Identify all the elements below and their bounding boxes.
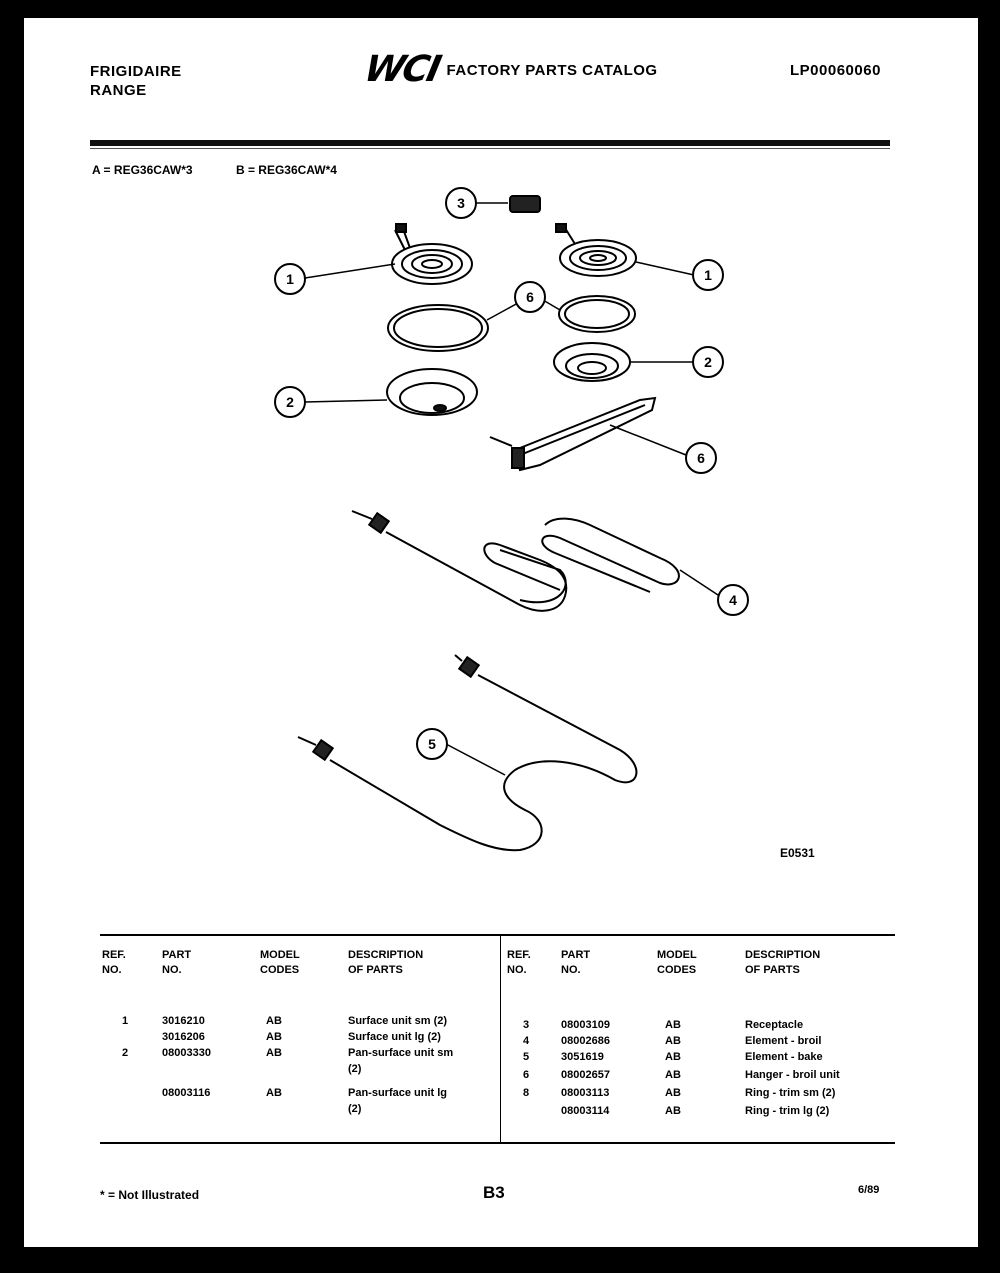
callout-6-ring: [515, 282, 545, 312]
cell-part: 08003109: [561, 1019, 610, 1031]
cell-part: 08002657: [561, 1069, 610, 1081]
drip-pan-large: [305, 369, 477, 415]
broil-element: [352, 511, 718, 611]
cell-part: 3016206: [162, 1031, 205, 1043]
cell-desc: Pan-surface unit lg: [348, 1087, 448, 1099]
callout-2-left: [275, 387, 305, 417]
catalog-title: FACTORY PARTS CATALOG: [446, 61, 658, 79]
cell-model: AB: [665, 1019, 681, 1031]
callout-1-left: [275, 264, 305, 294]
model-a: A = REG36CAW*3: [92, 163, 193, 177]
svg-text:4: 4: [729, 592, 737, 608]
parts-table-left: [100, 936, 495, 1142]
cell-model: AB: [665, 1035, 681, 1047]
callout-4: [718, 585, 748, 615]
cell-ref: 1: [122, 1015, 129, 1027]
svg-text:1: 1: [286, 271, 294, 287]
callout-1-right: [693, 260, 723, 290]
cell-model: AB: [665, 1105, 681, 1117]
cell-part: 08002686: [561, 1035, 610, 1047]
cell-desc: Ring - trim sm (2): [745, 1087, 836, 1099]
cell-part: 3051619: [561, 1051, 604, 1063]
product-name: RANGE: [90, 82, 147, 99]
header-part: PART NO.: [162, 949, 192, 976]
receptacle-part: [476, 196, 540, 212]
surface-unit-large: [305, 224, 472, 284]
broil-hanger: [490, 398, 686, 470]
callout-2-right: [693, 347, 723, 377]
not-illustrated-note: * = Not Illustrated: [100, 1188, 200, 1202]
cell-desc: Ring - trim lg (2): [745, 1105, 830, 1117]
parts-table-right: [505, 936, 900, 1142]
cell-model: AB: [665, 1051, 681, 1063]
cell-ref: 2: [122, 1047, 129, 1059]
callout-3: [446, 188, 476, 218]
header-ref: REF. NO.: [507, 949, 531, 976]
header-part: PART NO.: [561, 949, 591, 976]
brand-name: FRIGIDAIRE: [90, 63, 182, 80]
cell-part: 08003114: [561, 1105, 610, 1117]
cell-part: 3016210: [162, 1015, 205, 1027]
model-b: B = REG36CAW*4: [235, 163, 337, 177]
cell-model: AB: [665, 1069, 681, 1081]
cell-desc: Pan-surface unit sm: [348, 1047, 454, 1059]
cell-desc: Surface unit sm (2): [348, 1015, 448, 1027]
cell-part: 08003113: [561, 1087, 610, 1099]
svg-text:6: 6: [526, 289, 534, 305]
table-divider: [500, 936, 501, 1142]
catalog-number: LP00060060: [790, 62, 881, 79]
cell-part: 08003330: [162, 1047, 211, 1059]
cell-model: AB: [665, 1087, 681, 1099]
drip-pan-small: [554, 343, 693, 381]
svg-text:5: 5: [428, 736, 436, 752]
svg-text:2: 2: [286, 394, 294, 410]
header-ref: REF. NO.: [102, 949, 126, 976]
cell-desc: Receptacle: [745, 1019, 804, 1031]
header-model: MODEL CODES: [260, 949, 300, 976]
svg-text:2: 2: [704, 354, 712, 370]
callout-5: [417, 729, 447, 759]
revision-date: 6/89: [858, 1184, 880, 1196]
cell-desc: Element - broil: [745, 1035, 822, 1047]
wci-logo: WCI: [360, 49, 443, 90]
cell-desc: Hanger - broil unit: [745, 1069, 840, 1081]
parts-table: [100, 934, 895, 1144]
cell-desc: (2): [348, 1103, 362, 1115]
cell-ref: 8: [523, 1087, 530, 1099]
cell-model: AB: [266, 1031, 282, 1043]
cell-desc: Element - bake: [745, 1051, 823, 1063]
bake-element: [298, 655, 636, 850]
header-desc: DESCRIPTION OF PARTS: [745, 949, 821, 976]
svg-text:1: 1: [704, 267, 712, 283]
page-number: B3: [483, 1183, 505, 1202]
header-model: MODEL CODES: [657, 949, 697, 976]
callout-6-hanger: [686, 443, 716, 473]
cell-model: AB: [266, 1015, 282, 1027]
cell-ref: 3: [523, 1019, 530, 1031]
cell-part: 08003116: [162, 1087, 211, 1099]
cell-ref: 4: [523, 1035, 530, 1047]
cell-model: AB: [266, 1047, 282, 1059]
surface-unit-small: [556, 224, 694, 276]
cell-ref: 6: [523, 1069, 530, 1081]
svg-text:6: 6: [697, 450, 705, 466]
svg-text:3: 3: [457, 195, 465, 211]
cell-desc: (2): [348, 1063, 362, 1075]
cell-model: AB: [266, 1087, 282, 1099]
cell-ref: 5: [523, 1051, 530, 1063]
diagram-code: E0531: [780, 846, 815, 860]
cell-desc: Surface unit lg (2): [348, 1031, 441, 1043]
header-desc: DESCRIPTION OF PARTS: [348, 949, 424, 976]
